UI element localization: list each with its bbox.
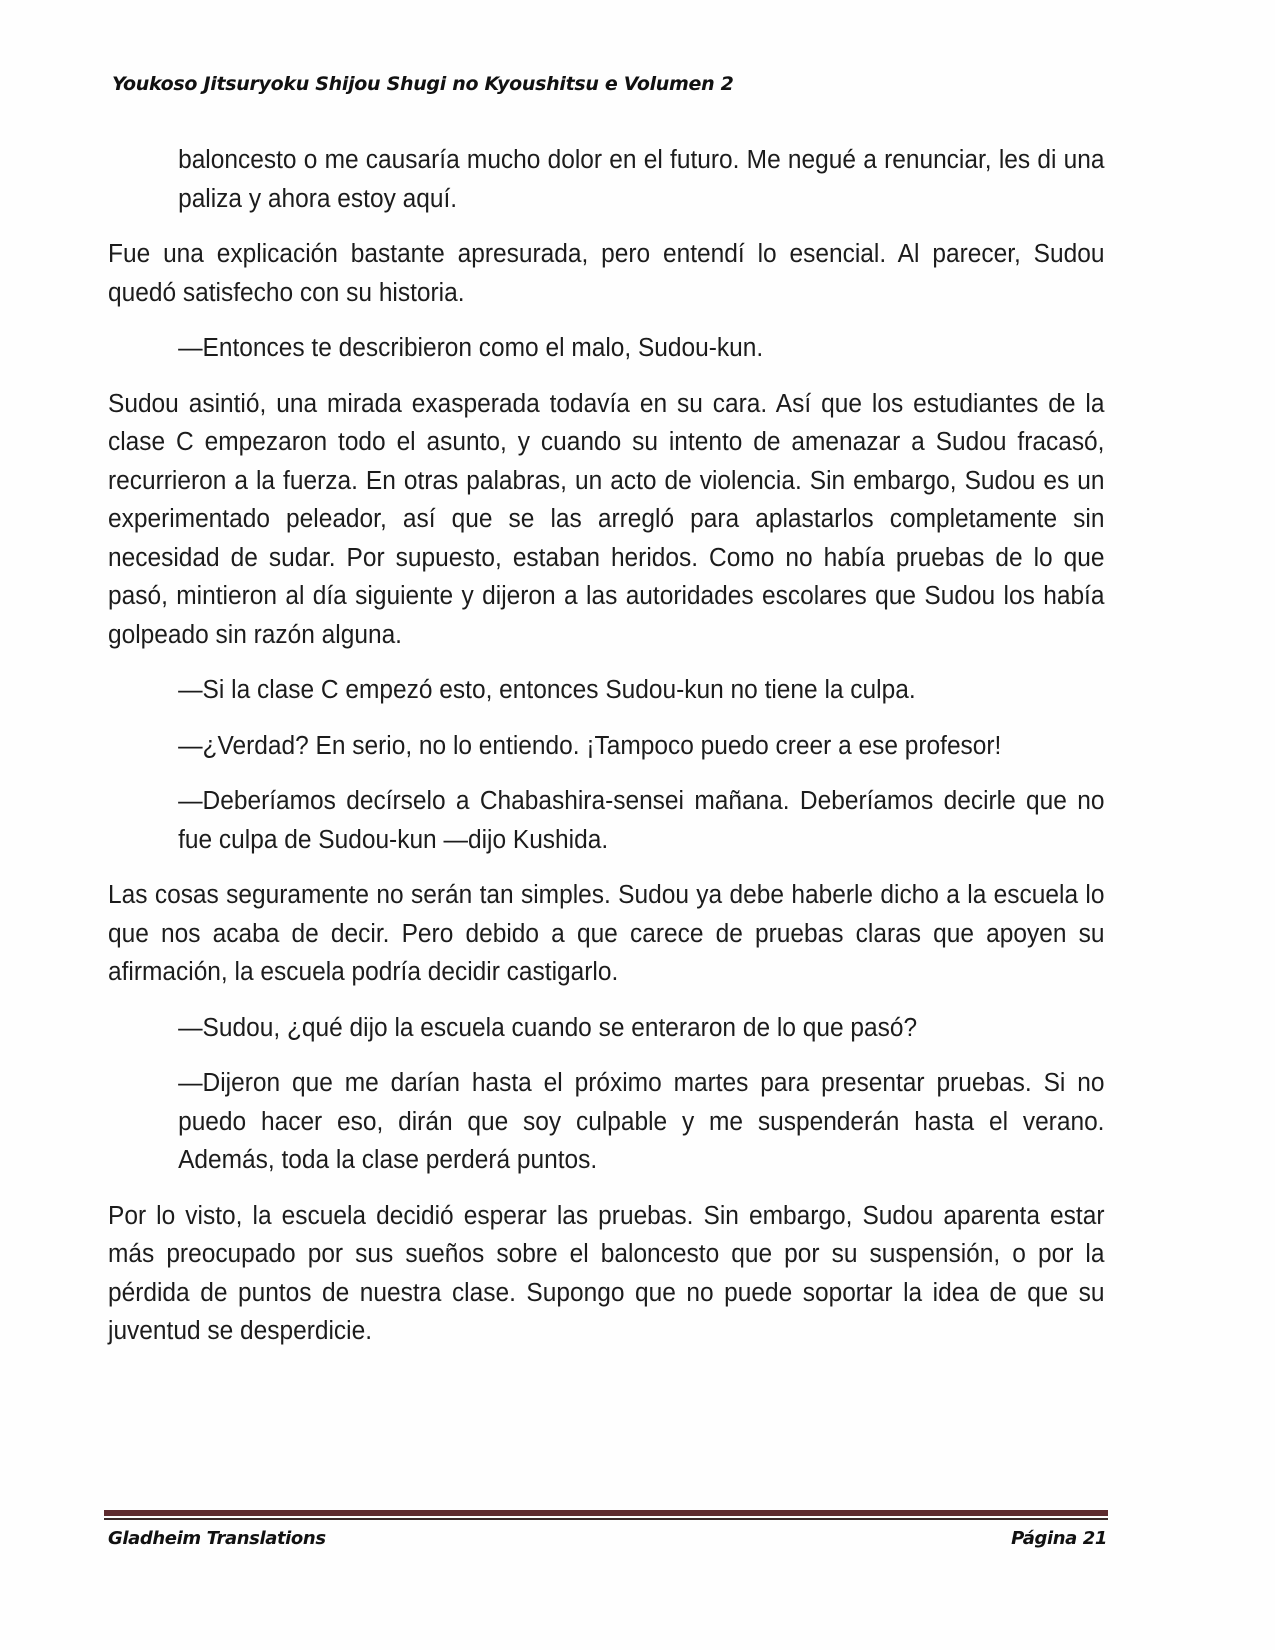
running-header-title: Youkoso Jitsuryoku Shijou Shugi no Kyoushitsu e Volumen 2: [112, 73, 734, 95]
paragraph-narration: Sudou asintió, una mirada exasperada todavía en su cara. Así que los estudiantes de la clase C empezaron todo el asunto, y cuando su intento de amenazar a Sudou fracasó, recurrieron a la fuerza. En otras palabras, un acto de violencia. Sin embargo, Sudou es un experimentado peleador, así que se las arregló para aplastarlos completamente sin necesidad de sudar. Por supuesto, estaban heridos. Como no había pruebas de lo que pasó, mintieron al día siguiente y dijeron a las autoridades escolares que Sudou los había golpeado sin razón alguna.: [108, 389, 1105, 649]
paragraph-narration: Por lo visto, la escuela decidió esperar las pruebas. Sin embargo, Sudou aparenta estar más preocupado por sus sueños sobre el baloncesto que por su suspensión, o por la pérdida de puntos de nuestra clase. Supongo que no puede soportar la idea de que su juventud se desperdicie.: [108, 1201, 1105, 1345]
paragraph-dialogue: —Deberíamos decírselo a Chabashira-sensei mañana. Deberíamos decirle que no fue culpa de Sudou-kun —dijo Kushida.: [178, 787, 1105, 854]
paragraph-dialogue: —Si la clase C empezó esto, entonces Sudou-kun no tiene la culpa.: [178, 676, 916, 704]
footer-divider-thin: [104, 1518, 1108, 1520]
footer-page-number: Página 21: [1011, 1528, 1107, 1549]
paragraph-narration: Las cosas seguramente no serán tan simples. Sudou ya debe haberle dicho a la escuela lo que nos acaba de decir. Pero debido a que carece de pruebas claras que apoyen su afirmación, la escuela podría decidir castigarlo.: [108, 881, 1105, 986]
body-text: [108, 141, 1104, 1368]
paragraph-narration: Fue una explicación bastante apresurada, pero entendí lo esencial. Al parecer, Sudou quedó satisfecho con su historia.: [108, 240, 1105, 307]
paragraph-dialogue: —¿Verdad? En serio, no lo entiendo. ¡Tampoco puedo creer a ese profesor!: [178, 731, 1002, 760]
paragraph-dialogue: baloncesto o me causaría mucho dolor en el futuro. Me negué a renunciar, les di una paliza y ahora estoy aquí.: [178, 146, 1105, 213]
footer-divider-thick: [104, 1510, 1108, 1516]
footer-translator-credit: Gladheim Translations: [108, 1528, 326, 1549]
paragraph-dialogue: —Entonces te describieron como el malo, Sudou-kun.: [178, 334, 764, 362]
paragraph-dialogue: —Sudou, ¿qué dijo la escuela cuando se enteraron de lo que pasó?: [178, 1013, 918, 1042]
paragraph-dialogue: —Dijeron que me darían hasta el próximo martes para presentar pruebas. Si no puedo hacer eso, dirán que soy culpable y me suspenderán hasta el verano. Además, toda la clase perderá puntos.: [178, 1069, 1105, 1174]
